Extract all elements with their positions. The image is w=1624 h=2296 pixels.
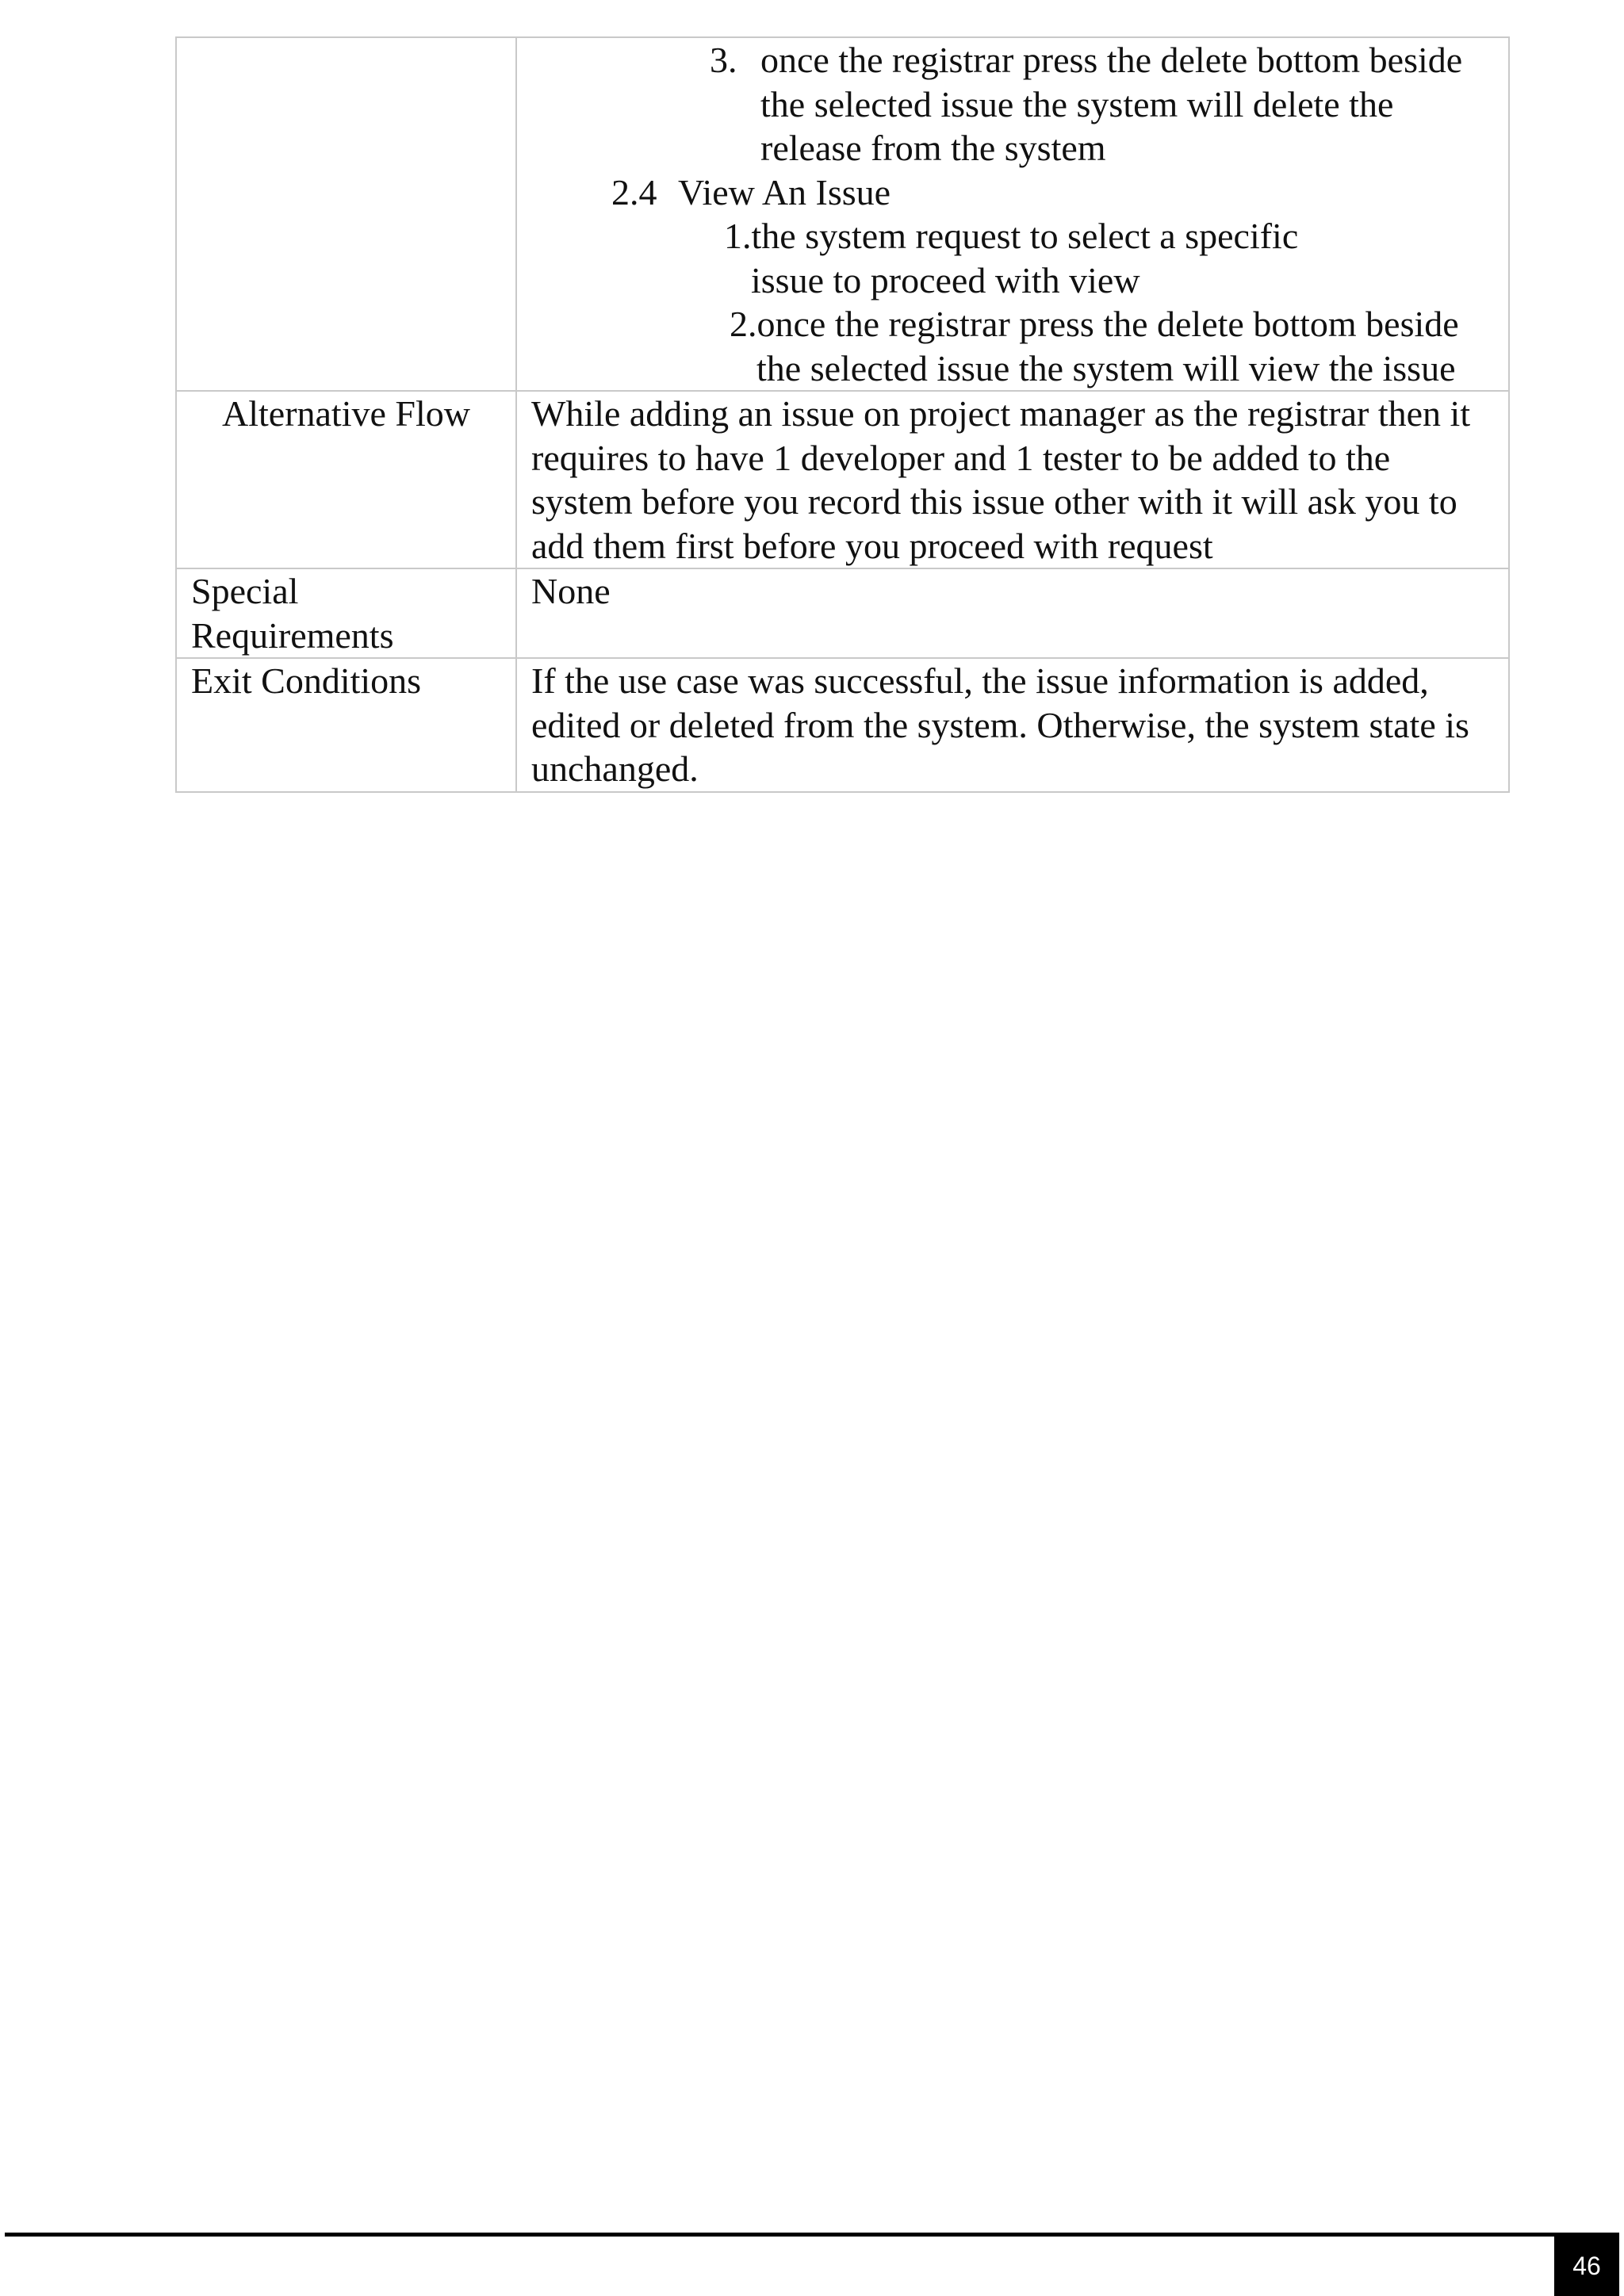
view-step-2-line-1: 2.once the registrar press the delete bottom beside [730,304,1459,344]
page-number: 46 [1554,2236,1619,2296]
use-case-table [175,36,1510,793]
alternative-flow-line: system before you record this issue other with it will ask you to [531,481,1457,522]
exit-conditions-content [516,658,1509,792]
alternative-flow-line: requires to have 1 developer and 1 tester to be added to the [531,437,1391,478]
footer-rule [5,2233,1619,2237]
view-step-1-line-1: 1.the system request to select a specific [724,216,1299,256]
flow-continuation-row [176,37,1509,391]
section-title: View An Issue [678,171,891,212]
exit-conditions-line: If the use case was successful, the issue information is added, [531,660,1429,701]
view-step-1-line-2: issue to proceed with view [751,259,1140,300]
section-heading-view-issue [531,170,1497,215]
exit-conditions-line: edited or deleted from the system. Otherwise, the system state is [531,704,1469,745]
special-requirements-row [176,568,1509,658]
section-number: 2.4 [611,171,657,212]
alternative-flow-content [516,391,1509,568]
exit-conditions-row [176,658,1509,792]
exit-conditions-label: Exit Conditions [176,658,516,792]
alternative-flow-line: While adding an issue on project manager as the registrar then it [531,393,1471,434]
alternative-flow-row [176,391,1509,568]
step-3-line-2: the selected issue the system will delete the [760,83,1394,124]
alternative-flow-line: add them first before you proceed with request [531,525,1213,566]
exit-conditions-line: unchanged. [531,748,699,789]
special-requirements-label: Special Requirements [176,568,516,658]
step-3-number: 3. [710,40,737,80]
alternative-flow-label: Alternative Flow [176,391,516,568]
flow-continuation-label-cell [176,37,516,391]
step-3-line-3: release from the system [760,128,1106,168]
view-step-2-line-2: the selected issue the system will view the issue [756,347,1456,388]
special-requirements-value: None [516,568,1509,658]
step-3-line-1: 3. once the registrar press the delete bottom beside [531,38,1497,82]
flow-continuation-content-cell [516,37,1509,391]
